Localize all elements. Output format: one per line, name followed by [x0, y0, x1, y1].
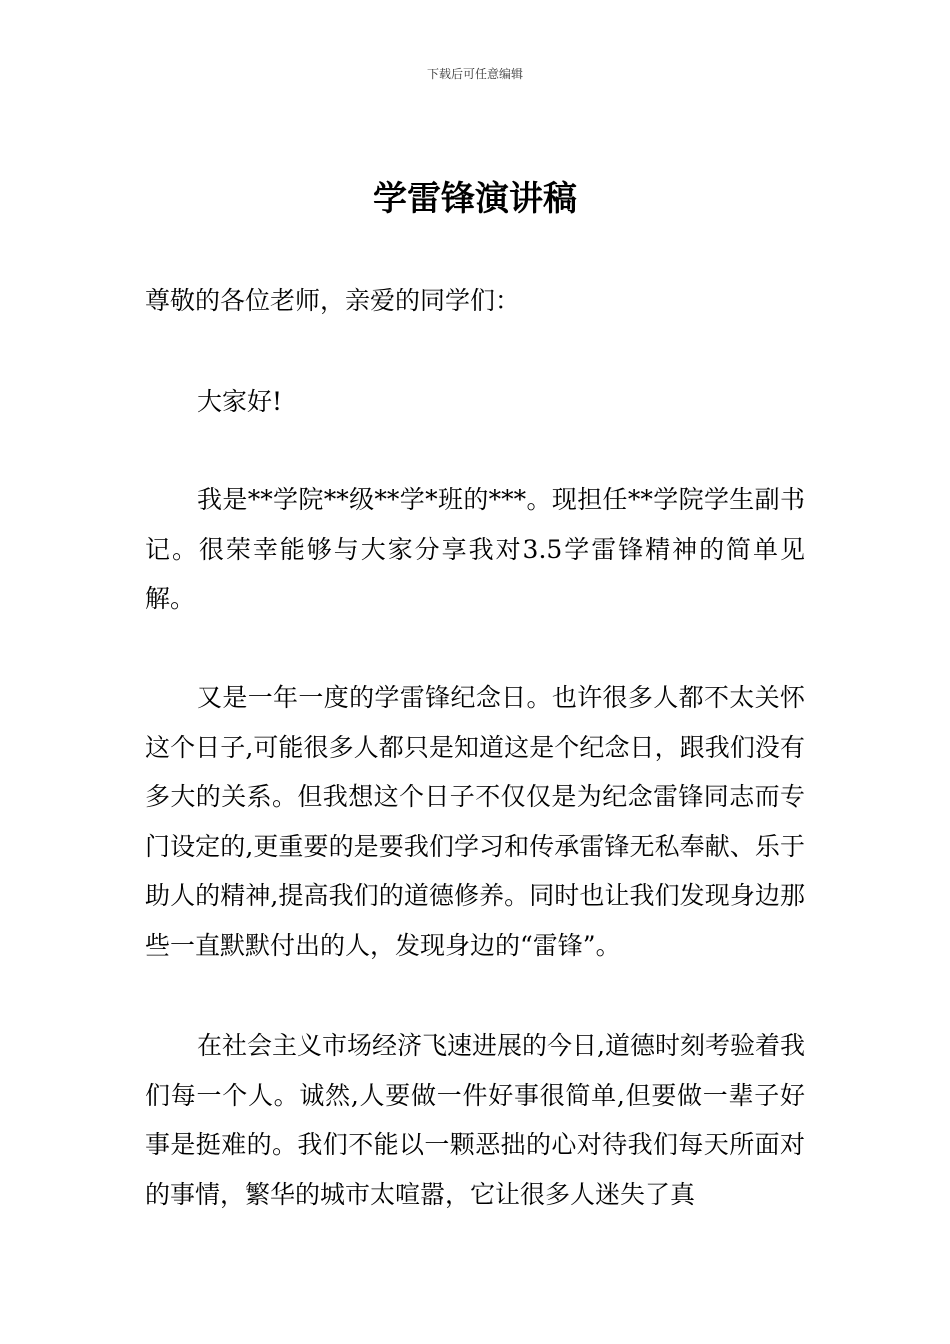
header-note: 下载后可任意编辑 [426, 67, 523, 81]
paragraph-moral-test: 在社会主义市场经济飞速进展的今日,道德时刻考验着我们每一个人。诚然,人要做一件好事很简单,但要做一辈子好事是挺难的。我们不能以一颗恶拙的心对待我们每天所面对的事情，繁华的城市太喧嚣，它让很多人迷失了真 [145, 1031, 805, 1209]
document-title: 学雷锋演讲稿 [373, 179, 577, 219]
paragraph-memorial-day: 又是一年一度的学雷锋纪念日。也许很多人都不太关怀这个日子,可能很多人都只是知道这是个纪念日，跟我们没有多大的关系。但我想这个日子不仅仅是为纪念雷锋同志而专门设定的,更重要的是要我们学习和传承雷锋无私奉献、乐于助人的精神,提高我们的道德修养。同时也让我们发现身边那些一直默默付出的人，发现身边的“雷锋”。 [145, 683, 805, 960]
salutation: 尊敬的各位老师，亲爱的同学们： [145, 286, 521, 315]
paragraph-introduction: 我是**学院**级**学*班的***。现担任**学院学生副书记。很荣幸能够与大家分享我对3.5学雷锋精神的简单见解。 [145, 485, 805, 613]
greeting: 大家好! [197, 387, 283, 416]
